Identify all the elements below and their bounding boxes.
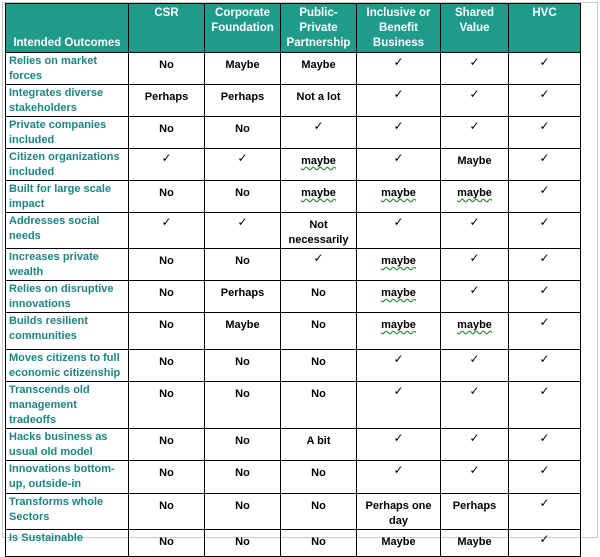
cell-csr: No — [129, 530, 205, 557]
check-icon: ✓ — [441, 53, 509, 85]
cell-corporate-foundation: Maybe — [205, 313, 281, 350]
table-row — [6, 281, 581, 313]
check-icon: ✓ — [357, 53, 441, 85]
check-icon: ✓ — [509, 461, 581, 494]
cell-csr: Perhaps — [129, 85, 205, 117]
table-row — [6, 530, 581, 557]
check-icon: ✓ — [281, 249, 357, 281]
cell-public-private: maybe — [281, 149, 357, 181]
check-icon: ✓ — [509, 181, 581, 213]
cell-corporate-foundation: No — [205, 530, 281, 557]
check-icon: ✓ — [441, 350, 509, 382]
check-icon: ✓ — [441, 213, 509, 249]
cell-corporate-foundation: No — [205, 249, 281, 281]
check-icon: ✓ — [357, 429, 441, 461]
cell-shared-value: maybe — [441, 313, 509, 350]
cell-csr: No — [129, 249, 205, 281]
row-label: Builds resilient communities — [6, 313, 129, 350]
table-row — [6, 181, 581, 213]
cell-corporate-foundation: Perhaps — [205, 85, 281, 117]
cell-corporate-foundation: No — [205, 350, 281, 382]
check-icon: ✓ — [509, 429, 581, 461]
cell-public-private: Not necessarily — [281, 213, 357, 249]
table-row — [6, 249, 581, 281]
check-icon: ✓ — [509, 117, 581, 149]
cell-shared-value: maybe — [441, 181, 509, 213]
check-icon: ✓ — [357, 117, 441, 149]
cell-shared-value: Maybe — [441, 530, 509, 557]
check-icon: ✓ — [357, 149, 441, 181]
cell-corporate-foundation: No — [205, 461, 281, 494]
row-label: Integrates diverse stakeholders — [6, 85, 129, 117]
col-header-corporate-foundation: Corporate Foundation — [205, 4, 281, 53]
cell-inclusive-benefit: Maybe — [357, 530, 441, 557]
row-label: Built for large scale impact — [6, 181, 129, 213]
cell-inclusive-benefit: maybe — [357, 181, 441, 213]
check-icon: ✓ — [441, 382, 509, 429]
check-icon: ✓ — [357, 382, 441, 429]
check-icon: ✓ — [357, 461, 441, 494]
check-icon: ✓ — [441, 85, 509, 117]
cell-public-private: No — [281, 494, 357, 530]
check-icon: ✓ — [509, 350, 581, 382]
cell-csr: No — [129, 494, 205, 530]
col-header-inclusive-benefit-business: Inclusive or Benefit Business — [357, 4, 441, 53]
cell-inclusive-benefit: Perhaps one day — [357, 494, 441, 530]
cell-csr: No — [129, 181, 205, 213]
cell-corporate-foundation: Perhaps — [205, 281, 281, 313]
cell-shared-value: Perhaps — [441, 494, 509, 530]
table-row — [6, 85, 581, 117]
check-icon: ✓ — [441, 429, 509, 461]
row-label: Transcends old management tradeoffs — [6, 382, 129, 429]
row-label: Innovations bottom-up, outside-in — [6, 461, 129, 494]
table-row — [6, 350, 581, 382]
row-label: Moves citizens to full economic citizenship — [6, 350, 129, 382]
cell-inclusive-benefit: maybe — [357, 313, 441, 350]
cell-csr: No — [129, 382, 205, 429]
check-icon: ✓ — [509, 249, 581, 281]
header-row — [6, 4, 581, 53]
table-row — [6, 313, 581, 350]
cell-public-private: No — [281, 461, 357, 494]
check-icon: ✓ — [441, 461, 509, 494]
col-header-public-private-partnership: Public-Private Partnership — [281, 4, 357, 53]
cell-csr: No — [129, 281, 205, 313]
cell-public-private: No — [281, 530, 357, 557]
table-row — [6, 117, 581, 149]
row-label: Citizen organizations included — [6, 149, 129, 181]
cell-corporate-foundation: No — [205, 429, 281, 461]
col-header-shared-value: Shared Value — [441, 4, 509, 53]
row-label: Is Sustainable — [6, 530, 129, 557]
cell-csr: No — [129, 350, 205, 382]
cell-csr: No — [129, 117, 205, 149]
cell-public-private: maybe — [281, 181, 357, 213]
cell-corporate-foundation: Maybe — [205, 53, 281, 85]
col-header-csr: CSR — [129, 4, 205, 53]
check-icon: ✓ — [509, 494, 581, 530]
cell-public-private: No — [281, 313, 357, 350]
row-label: Hacks business as usual old model — [6, 429, 129, 461]
cell-corporate-foundation: No — [205, 382, 281, 429]
col-header-hvc: HVC — [509, 4, 581, 53]
cell-csr: No — [129, 313, 205, 350]
cell-csr: No — [129, 461, 205, 494]
table-row — [6, 382, 581, 429]
cell-inclusive-benefit: maybe — [357, 249, 441, 281]
cell-corporate-foundation: No — [205, 181, 281, 213]
check-icon: ✓ — [509, 313, 581, 350]
cell-inclusive-benefit: maybe — [357, 281, 441, 313]
check-icon: ✓ — [205, 149, 281, 181]
check-icon: ✓ — [509, 149, 581, 181]
cell-csr: No — [129, 429, 205, 461]
table-body — [6, 53, 581, 557]
check-icon: ✓ — [509, 213, 581, 249]
row-label: Increases private wealth — [6, 249, 129, 281]
check-icon: ✓ — [441, 249, 509, 281]
check-icon: ✓ — [129, 213, 205, 249]
check-icon: ✓ — [509, 281, 581, 313]
check-icon: ✓ — [509, 53, 581, 85]
check-icon: ✓ — [357, 85, 441, 117]
cell-public-private: No — [281, 281, 357, 313]
check-icon: ✓ — [441, 281, 509, 313]
row-label: Relies on market forces — [6, 53, 129, 85]
table-row — [6, 149, 581, 181]
check-icon: ✓ — [509, 382, 581, 429]
table-row — [6, 494, 581, 530]
cell-corporate-foundation: No — [205, 117, 281, 149]
row-label: Transforms whole Sectors — [6, 494, 129, 530]
check-icon: ✓ — [205, 213, 281, 249]
row-label: Private companies included — [6, 117, 129, 149]
cell-shared-value: Maybe — [441, 149, 509, 181]
table-row — [6, 461, 581, 494]
cell-corporate-foundation: No — [205, 494, 281, 530]
table-row — [6, 429, 581, 461]
row-label: Relies on disruptive innovations — [6, 281, 129, 313]
table-row — [6, 53, 581, 85]
check-icon: ✓ — [509, 530, 581, 557]
cell-public-private: A bit — [281, 429, 357, 461]
check-icon: ✓ — [357, 213, 441, 249]
table-row — [6, 213, 581, 249]
cell-public-private: Maybe — [281, 53, 357, 85]
check-icon: ✓ — [441, 117, 509, 149]
cell-public-private: No — [281, 350, 357, 382]
check-icon: ✓ — [509, 85, 581, 117]
row-label: Addresses social needs — [6, 213, 129, 249]
check-icon: ✓ — [129, 149, 205, 181]
cell-csr: No — [129, 53, 205, 85]
cell-public-private: Not a lot — [281, 85, 357, 117]
check-icon: ✓ — [281, 117, 357, 149]
check-icon: ✓ — [357, 350, 441, 382]
cell-public-private: No — [281, 382, 357, 429]
col-header-intended-outcomes: Intended Outcomes — [6, 4, 129, 53]
outcomes-comparison-table — [5, 3, 581, 557]
